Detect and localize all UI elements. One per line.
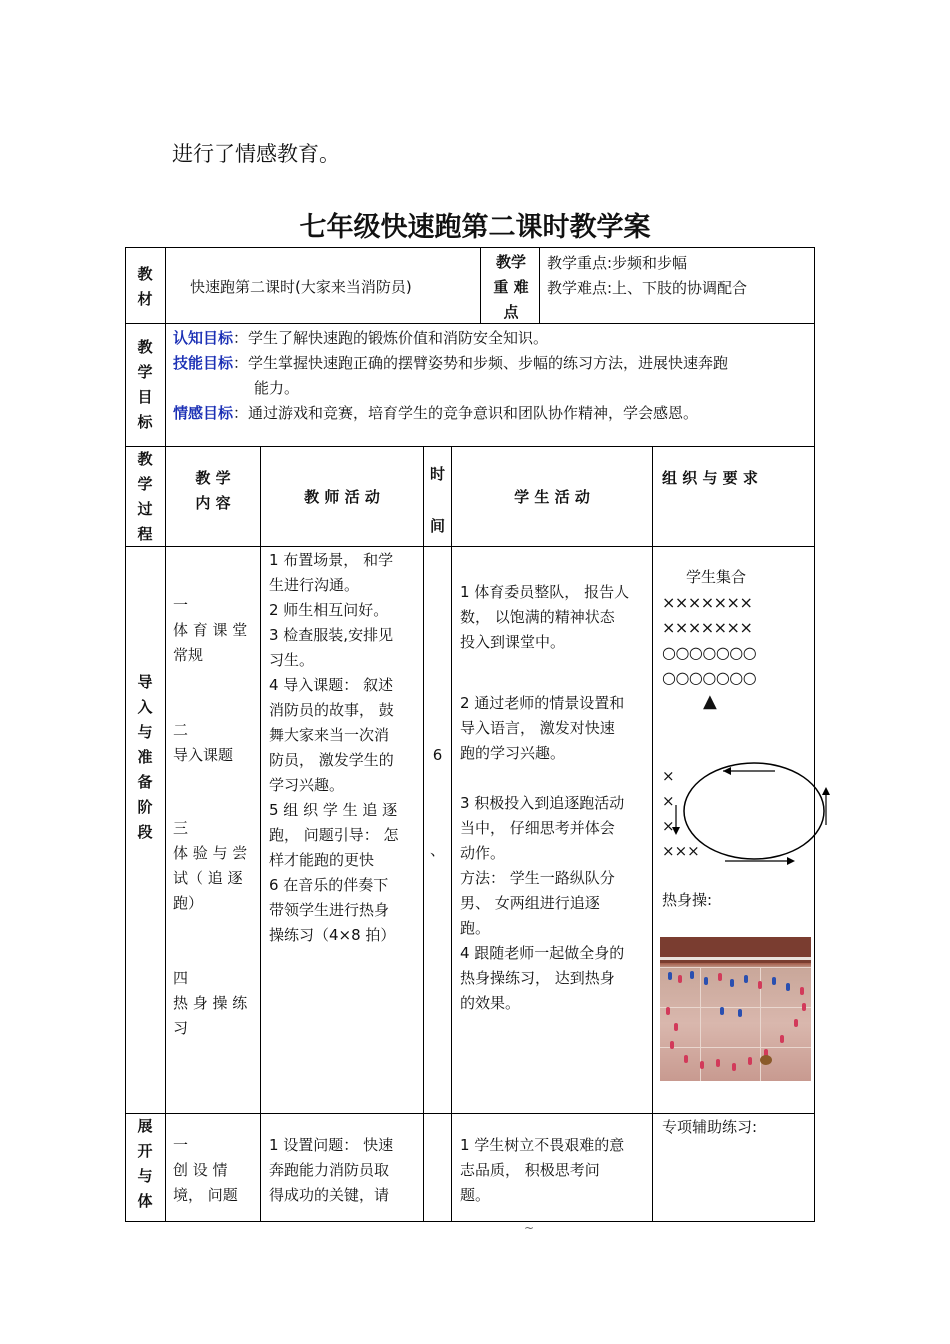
run-marks: × × × ××× <box>662 767 700 860</box>
skill-goal-cont: 能力。 <box>254 379 300 397</box>
student-header: 学 生 活 动 <box>514 488 590 506</box>
student-activity-3: 3 积极投入到追逐跑活动 当中， 仔细思考并体会 动作。 方法： 学生一路纵队分 男、 女两组进行追逐 跑。 4 跟随老师一起做全身的 热身操练习， 达到热身 的效果。 <box>460 794 625 1012</box>
footer-mark: ~ <box>524 1221 535 1235</box>
stage2-student: 1 学生树立不畏艰难的意 志品质， 积极思考问 题。 <box>460 1136 625 1204</box>
material-value: 快速跑第二课时(大家来当消防员) <box>190 278 412 296</box>
page-title: 七年级快速跑第二课时教学案 <box>299 212 651 243</box>
stage2-org: 专项辅助练习: <box>662 1118 758 1136</box>
difficulty-point: 教学难点:上、下肢的协调配合 <box>547 279 748 297</box>
material-label: 教 材 <box>137 265 153 308</box>
time-header: 时 间 <box>429 465 445 535</box>
stage1-label: 导 入 与 准 备 阶 段 <box>137 673 153 841</box>
cognitive-goal: 认知目标：学生了解快速跑的锻炼价值和消防安全知识。 <box>173 329 549 347</box>
key-difficulty-label: 教学 重 难 点 <box>493 253 529 321</box>
stage2-teacher: 1 设置问题： 快速 奔跑能力消防员取 得成功的关键，请 <box>269 1136 394 1204</box>
stage2-content: 一 创 设 情 境， 问题 <box>173 1136 238 1204</box>
org-title: 学生集合 <box>686 568 747 586</box>
warmup-label: 热身操: <box>662 891 713 909</box>
warmup-photo <box>660 937 811 1081</box>
emotion-goal: 情感目标：通过游戏和竞赛，培育学生的竞争意识和团队协作精神，学会感恩。 <box>173 404 699 422</box>
skill-goal: 技能目标：学生掌握快速跑正确的摆臂姿势和步频、步幅的练习方法，进展快速奔跑 <box>173 354 729 372</box>
time-value: 6 <box>432 746 443 764</box>
key-point: 教学重点:步频和步幅 <box>547 254 688 272</box>
student-activity-2: 2 通过老师的情景设置和 导入语言， 激发对快速 跑的学习兴趣。 <box>460 694 625 762</box>
process-label: 教 学 过 程 <box>137 450 153 543</box>
content-item-3: 三 体 验 与 尝 试（ 追 逐 跑） <box>173 819 248 912</box>
teacher-header: 教 师 活 动 <box>304 488 380 506</box>
content-item-2: 二 导入课题 <box>173 721 234 764</box>
student-activity-1: 1 体育委员整队， 报告人 数， 以饱满的精神状态 投入到课堂中。 <box>460 583 630 651</box>
content-item-1: 一 体 育 课 堂 常规 <box>173 596 248 664</box>
org-header: 组 织 与 要 求 <box>662 469 758 487</box>
teacher-triangle-icon: ▲ <box>703 691 717 712</box>
intro-line: 进行了情感教育。 <box>172 142 340 166</box>
goals-label: 教 学 目 标 <box>137 338 153 431</box>
stage2-label: 展 开 与 体 <box>137 1117 153 1210</box>
time-mark: 、 <box>429 841 445 859</box>
teacher-activities: 1 布置场景， 和学 生进行沟通。 2 师生相互问好。 3 检查服装,安排见 习生。 4 导入课题： 叙述 消防员的故事， 鼓 舞大家来当一次消 防员， 激发学生的 学习兴趣。 5 组 织 学 生 追 逐 跑， 问题引导： 怎 样才能跑的更快 6 在音乐的伴奏下 带领学生进行热身 操练习（4×8 拍） <box>269 551 399 944</box>
content-header: 教 学 内 容 <box>195 469 231 512</box>
formation: ××××××× ××××××× ○○○○○○○ ○○○○○○○ <box>662 593 757 687</box>
content-item-4: 四 热 身 操 练 习 <box>173 969 248 1037</box>
